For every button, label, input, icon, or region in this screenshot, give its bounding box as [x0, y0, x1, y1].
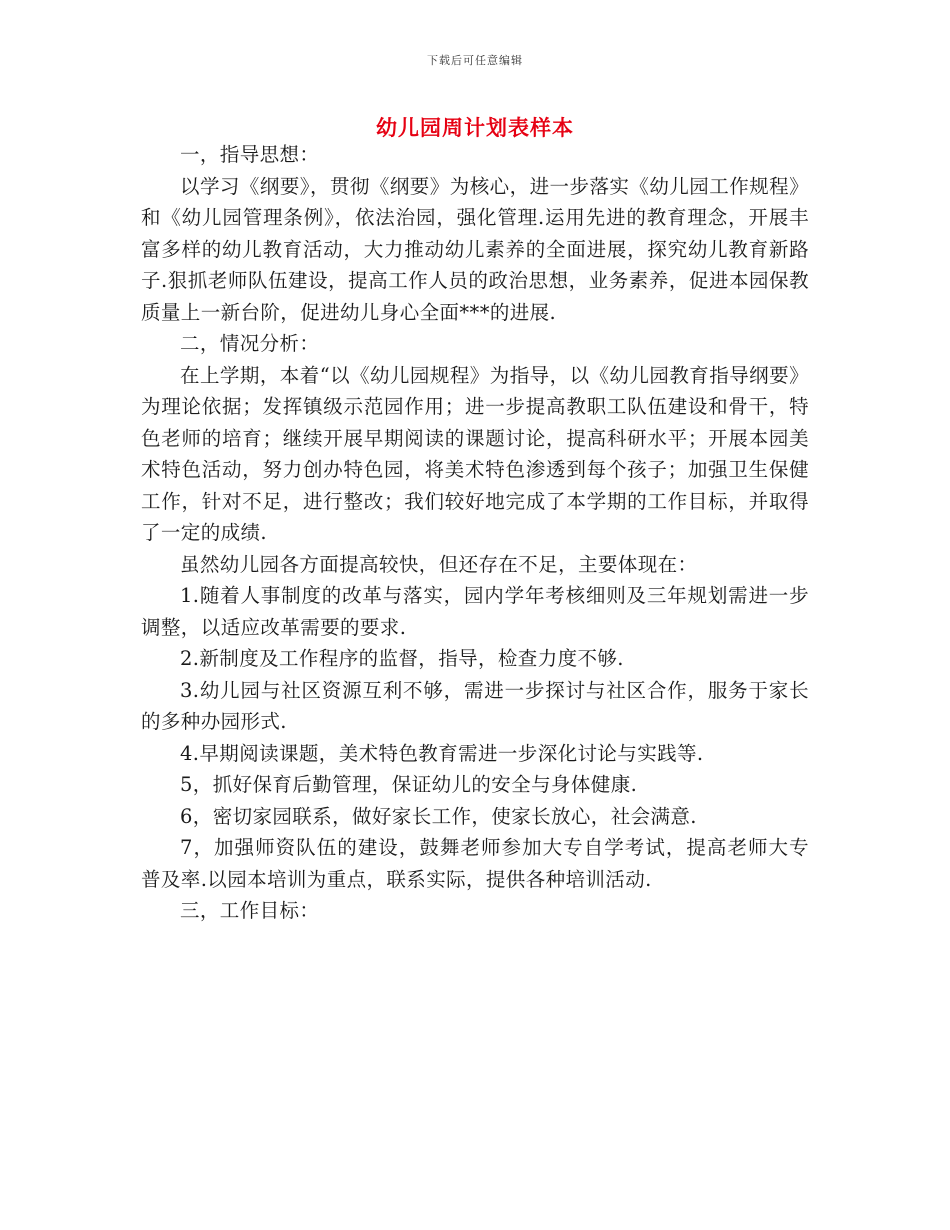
paragraph-guiding-ideology: 以学习《纲要》，贯彻《纲要》为核心，进一步落实《幼儿园工作规程》和《幼儿园管理条例》，依法治园，强化管理.运用先进的教育理念，开展丰富多样的幼儿教育活动，大力推动幼儿素养的全面进展，探究幼儿教育新路子.狠抓老师队伍建设，提高工作人员的政治思想，业务素养，促进本园保教质量上一新台阶，促进幼儿身心全面***的进展. [141, 174, 809, 324]
section-heading-situation-analysis: 二，情况分析： [180, 332, 320, 355]
list-item-6: 6，密切家园联系，做好家长工作，使家长放心，社会满意. [180, 804, 697, 828]
list-item-4: 4.早期阅读课题，美术特色教育需进一步深化讨论与实践等. [180, 741, 704, 765]
section-heading-work-goals: 三，工作目标： [180, 899, 320, 922]
list-item-1: 1.随着人事制度的改革与落实，园内学年考核细则及三年规划需进一步调整，以适应改革需要的要求. [141, 584, 809, 639]
document-title: 幼儿园周计划表样本 [376, 115, 574, 140]
paragraph-shortcomings-intro: 虽然幼儿园各方面提高较快，但还存在不足，主要体现在： [180, 552, 698, 576]
document-body [141, 139, 809, 927]
list-item-3: 3.幼儿园与社区资源互利不够，需进一步探讨与社区合作，服务于家长的多种办园形式. [141, 678, 809, 733]
section-heading-guiding-ideology: 一，指导思想： [180, 143, 320, 166]
list-item-5: 5，抓好保育后勤管理，保证幼儿的安全与身体健康. [180, 773, 638, 796]
list-item-7: 7，加强师资队伍的建设，鼓舞老师参加大专自学考试，提高老师大专普及率.以园本培训为重点，联系实际，提供各种培训活动. [141, 836, 809, 891]
page-header-note: 下载后可任意编辑 [427, 54, 523, 67]
paragraph-last-semester: 在上学期，本着“以《幼儿园规程》为指导，以《幼儿园教育指导纲要》为理论依据；发挥镇级示范园作用；进一步提高教职工队伍建设和骨干，特色老师的培育；继续开展早期阅读的课题讨论，提高科研水平；开展本园美术特色活动，努力创办特色园，将美术特色渗透到每个孩子；加强卫生保健工作，针对不足，进行整改；我们较好地完成了本学期的工作目标，并取得了一定的成绩. [141, 363, 809, 544]
list-item-2: 2.新制度及工作程序的监督，指导，检查力度不够. [180, 647, 624, 670]
